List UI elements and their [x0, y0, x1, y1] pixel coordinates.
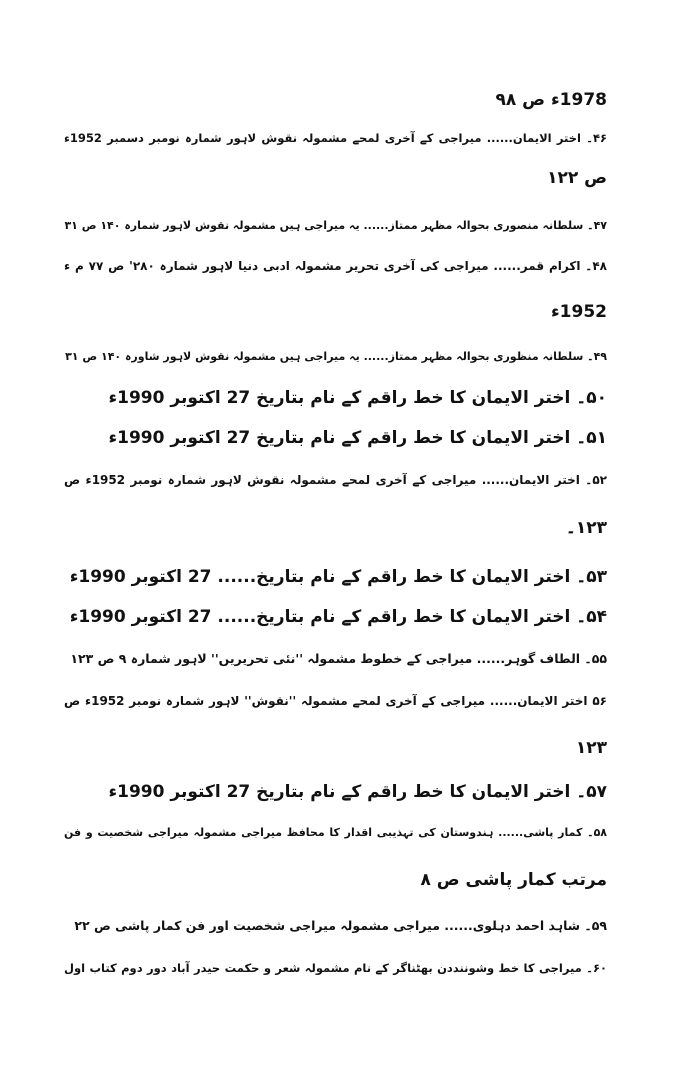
footnote-52: ۵۲۔ اختر الایمان...... میراجی کے آخری لمحے مشمولہ نقوش لاہور شمارہ نومبر 1952ء ص	[64, 473, 607, 487]
footnote-48: ۴۸۔ اکرام قمر...... میراجی کی آخری تحریر مشمولہ ادبی دنیا لاہور شمارہ ۲۸۰' ص ۷۷ م ء	[64, 259, 607, 273]
footnote-46: ۴۶۔ اختر الایمان...... میراجی کے آخری لمحے مشمولہ نقوش لاہور شمارہ نومبر دسمبر 1952ء	[64, 131, 607, 145]
footnote-54: ۵۴۔ اختر الایمان کا خط راقم کے نام بتاریخ...... 27 اکتوبر 1990ء	[69, 607, 607, 627]
footnote-58: ۵۸۔ کمار پاشی...... ہندوستان کی تہذیبی اقدار کا محافظ میراجی مشمولہ میراجی شخصیت و فن	[64, 826, 607, 839]
text-line-continuation: مرتب کمار پاشی ص ۸	[420, 870, 607, 890]
footnote-55: ۵۵۔ الطاف گوہر...... میراجی کے خطوط مشمولہ ''نئی تحریریں'' لاہور شمارہ ۹ ص ۱۲۳	[70, 651, 607, 666]
text-line-continuation: 1952ء	[550, 302, 607, 322]
text-line-continuation: ۱۲۳	[575, 738, 607, 758]
footnote-59: ۵۹۔ شاہد احمد دہلوی...... میراجی مشمولہ میراجی شخصیت اور فن کمار پاشی ص ۲۲	[74, 918, 607, 933]
footnote-50: ۵۰۔ اختر الایمان کا خط راقم کے نام بتاریخ 27 اکتوبر 1990ء	[108, 388, 607, 408]
footnote-51: ۵۱۔ اختر الایمان کا خط راقم کے نام بتاریخ 27 اکتوبر 1990ء	[108, 428, 607, 448]
footnote-60: ۶۰۔ میراجی کا خط وشوننددن بھٹناگر کے نام مشمولہ شعر و حکمت حیدر آباد دور دوم کتاب اول	[64, 961, 607, 975]
footnote-56: ۵۶ اختر الایمان...... میراجی کے آخری لمحے مشمولہ ''نقوش'' لاہور شمارہ نومبر 1952ء ص	[64, 694, 607, 708]
footnote-53: ۵۳۔ اختر الایمان کا خط راقم کے نام بتاریخ...... 27 اکتوبر 1990ء	[69, 567, 607, 587]
text-line-continuation: ص ۱۲۲	[547, 168, 607, 188]
footnote-57: ۵۷۔ اختر الایمان کا خط راقم کے نام بتاریخ 27 اکتوبر 1990ء	[108, 782, 607, 802]
footnote-47: ۴۷۔ سلطانہ منصوری بحوالہ مظہر ممتاز...... یہ میراجی ہیں مشمولہ نقوش لاہور شمارہ ۱۴۰ ص ۳۱	[64, 219, 607, 232]
text-line-continuation: ۱۲۳۔	[565, 518, 607, 538]
footnote-49: ۴۹۔ سلطانہ منظوری بحوالہ مظہر ممتاز...... یہ میراجی ہیں مشمولہ نقوش لاہور شاورہ ۱۴۰ ص ۳۱	[65, 350, 607, 363]
text-line-continuation: 1978ء ص ۹۸	[495, 90, 607, 110]
